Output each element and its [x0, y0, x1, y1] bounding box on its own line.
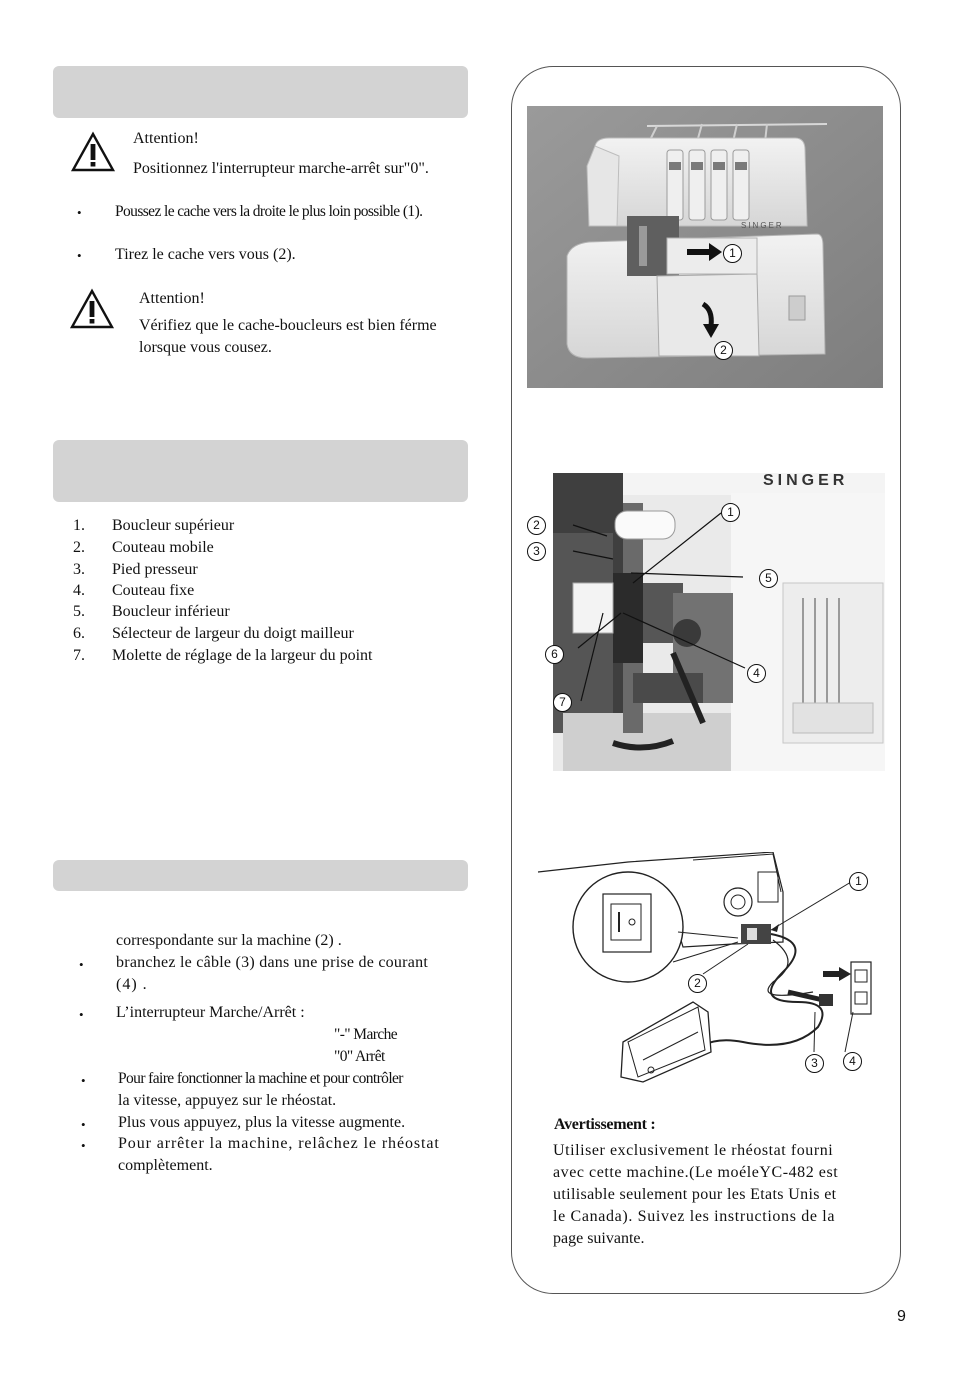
bullet-dot: •: [77, 248, 82, 263]
page-number: 9: [897, 1308, 906, 1325]
callout-4: 4: [843, 1052, 862, 1071]
instruction-text: correspondante sur la machine (2) .: [116, 932, 342, 949]
instruction-text: Poussez le cache vers la droite le plus loin possible (1).: [115, 203, 423, 220]
list-item: Boucleur inférieur: [112, 603, 230, 620]
instruction-text: la vitesse, appuyez sur le rhéostat.: [118, 1092, 337, 1109]
list-item-number: 1.: [73, 517, 85, 534]
instruction-text: complètement.: [118, 1157, 213, 1174]
power-connection-diagram: [533, 852, 878, 1102]
warning-title: Attention!: [133, 130, 199, 147]
bullet-dot: •: [77, 205, 82, 220]
bullet-dot: •: [79, 957, 84, 972]
warning-text: lorsque vous cousez.: [139, 339, 272, 356]
warning-line: Utiliser exclusivement le rhéostat fourni: [553, 1142, 834, 1159]
instruction-text: Plus vous appuyez, plus la vitesse augmente.: [118, 1114, 406, 1131]
instruction-text: branchez le câble (3) dans une prise de courant: [116, 954, 429, 971]
list-item: Sélecteur de largeur du doigt mailleur: [112, 625, 354, 642]
callout-3: 3: [527, 542, 546, 561]
bullet-dot: •: [81, 1117, 86, 1132]
section-header-bar-2: [53, 440, 468, 502]
warning-title: Attention!: [139, 290, 205, 307]
warning-icon: [70, 131, 116, 173]
callout-1: 1: [849, 872, 868, 891]
callout-1: 1: [723, 244, 742, 263]
callout-5: 5: [759, 569, 778, 588]
list-item: Boucleur supérieur: [112, 517, 235, 534]
list-item: Couteau mobile: [112, 539, 214, 556]
list-item-number: 2.: [73, 539, 85, 556]
instruction-text: Tirez le cache vers vous (2).: [115, 246, 296, 263]
list-item-number: 6.: [73, 625, 85, 642]
warning-line: utilisable seulement pour les Etats Unis et: [553, 1186, 837, 1203]
instruction-text: Pour faire fonctionner la machine et pour contrôler: [118, 1070, 403, 1087]
bullet-dot: •: [81, 1073, 86, 1088]
switch-off-label: "0" Arrêt: [334, 1048, 385, 1065]
machine-parts-photo: [553, 473, 885, 771]
list-item-number: 3.: [73, 561, 85, 578]
callout-6: 6: [545, 645, 564, 664]
warning-text: Vérifiez que le cache-boucleurs est bien férme: [139, 317, 437, 334]
list-item-number: 4.: [73, 582, 85, 599]
warning-icon: [69, 288, 115, 330]
callout-2: 2: [714, 341, 733, 360]
instruction-text: Pour arrêter la machine, relâchez le rhéostat: [118, 1135, 440, 1152]
list-item-number: 7.: [73, 647, 85, 664]
warning-line: le Canada). Suivez les instructions de la: [553, 1208, 836, 1225]
warning-text: Positionnez l'interrupteur marche-arrêt sur"0".: [133, 160, 429, 177]
warning-line: avec cette machine.(Le moéleYC-482 est: [553, 1164, 839, 1181]
callout-7: 7: [553, 693, 572, 712]
instruction-text: L’interrupteur Marche/Arrêt :: [116, 1004, 305, 1021]
list-item: Couteau fixe: [112, 582, 195, 599]
callout-2: 2: [527, 516, 546, 535]
switch-on-label: "-" Marche: [334, 1026, 398, 1043]
brand-logo: SINGER: [741, 221, 784, 230]
callout-1: 1: [721, 503, 740, 522]
bullet-dot: •: [79, 1007, 84, 1022]
callout-3: 3: [805, 1054, 824, 1073]
warning-line: page suivante.: [553, 1230, 645, 1247]
bullet-dot: •: [81, 1138, 86, 1153]
brand-logo: SINGER: [763, 473, 849, 489]
callout-2: 2: [688, 974, 707, 993]
serger-photo: [527, 106, 883, 388]
list-item-number: 5.: [73, 603, 85, 620]
section-header-bar-3: [53, 860, 468, 891]
list-item: Molette de réglage de la largeur du point: [112, 647, 373, 664]
callout-4: 4: [747, 664, 766, 683]
list-item: Pied presseur: [112, 561, 198, 578]
warning-heading: Avertissement :: [554, 1116, 656, 1133]
instruction-text: (4) .: [116, 976, 148, 993]
section-header-bar-1: [53, 66, 468, 118]
